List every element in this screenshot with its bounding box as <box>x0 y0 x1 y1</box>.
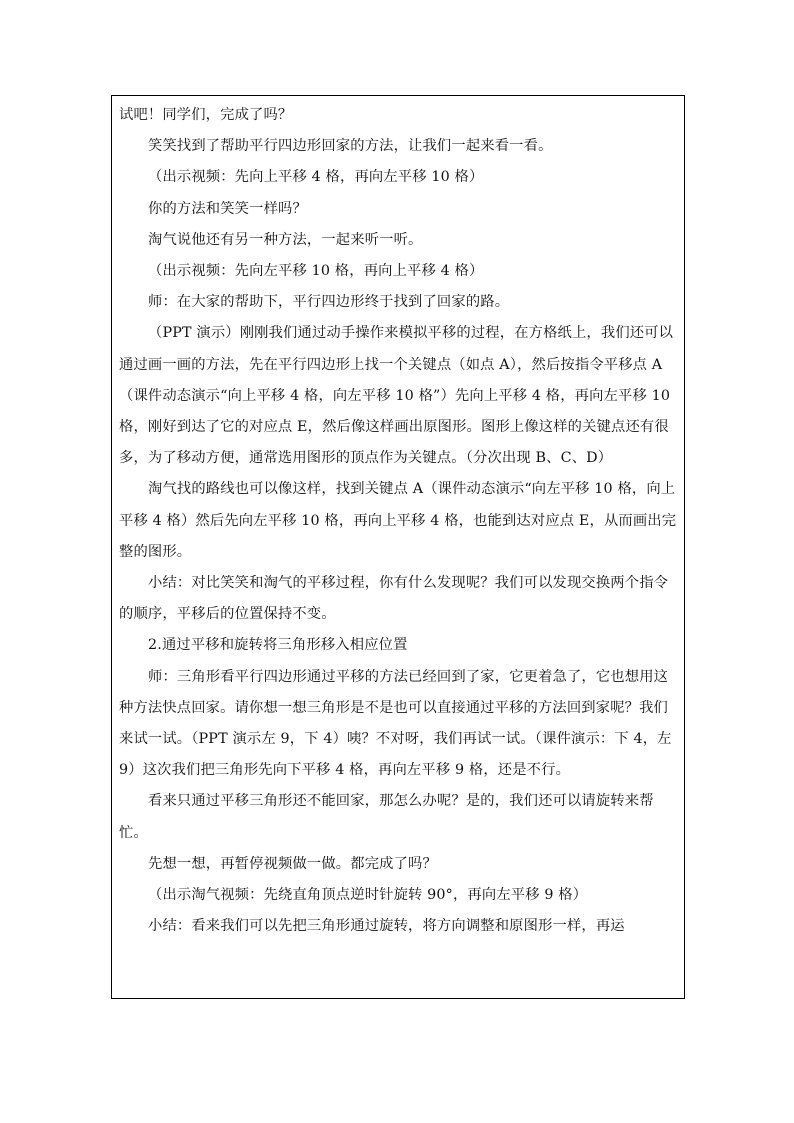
paragraph-13: 看来只通过平移三角形还不能回家，那怎么办呢？是的，我们还可以请旋转来帮忙。 <box>119 793 654 841</box>
paragraph-15: （出示淘气视频：先绕直角顶点逆时针旋转 90°，再向左平移 9 格） <box>148 887 588 904</box>
paragraph-16: 小结：看来我们可以先把三角形通过旋转，将方向调整和原图形一样，再运 <box>148 918 625 935</box>
paragraph-9: 淘气找的路线也可以像这样，找到关键点 A（课件动态演示“向左平移 10 格，向上平移 4 格）然后先向左平移 10 格，再向上平移 4 格，也能到达对应点 E，从而画出完整的图形。 <box>119 481 677 560</box>
document-frame <box>111 95 685 999</box>
section-heading: 2.通过平移和旋转将三角形移入相应位置 <box>148 637 408 654</box>
paragraph-14: 先想一想，再暂停视频做一做。都完成了吗？ <box>148 855 437 872</box>
paragraph-10: 小结：对比笑笑和淘气的平移过程，你有什么发现呢？我们可以发现交换两个指令的顺序，平移后的位置保持不变。 <box>119 575 669 623</box>
paragraph-4: 你的方法和笑笑一样吗？ <box>148 200 307 217</box>
paragraph-6: （出示视频：先向左平移 10 格，再向上平移 4 格） <box>148 263 484 280</box>
paragraph-3: （出示视频：先向上平移 4 格，再向左平移 10 格） <box>148 169 484 186</box>
paragraph-5: 淘气说他还有另一种方法，一起来听一听。 <box>148 231 423 248</box>
paragraph-7: 师：在大家的帮助下，平行四边形终于找到了回家的路。 <box>148 294 510 311</box>
paragraph-12: 师：三角形看平行四边形通过平移的方法已经回到了家，它更着急了，它也想用这种方法快点回家。请你想一想三角形是不是也可以直接通过平移的方法回到家呢？我们来试一试。（PPT 演示左 9，下 4）咦？不对呀，我们再试一试。（课件演示：下 4，左 9）这次我们把三角形先向下平移 4 格，再向左平移 9 格，还是不行。 <box>119 668 672 779</box>
document-body <box>119 100 678 942</box>
paragraph-2: 笑笑找到了帮助平行四边形回家的方法，让我们一起来看一看。 <box>148 138 553 155</box>
paragraph-1: 试吧！同学们，完成了吗？ <box>119 107 293 123</box>
paragraph-8: （PPT 演示）刚刚我们通过动手操作来模拟平移的过程，在方格纸上，我们还可以通过画一画的方法，先在平行四边形上找一个关键点（如点 A），然后按指令平移点 A（课件动态演示“向上平移 4 格，向左平移 10 格”）先向上平移 4 格，再向左平移 10 格，刚好到达了它的对应点 E，然后像这样画出原图形。图形上像这样的关键点还有很多，为了移动方便，通常选用图形的顶点作为关键点。（分次出现 B、C、D） <box>119 325 674 467</box>
